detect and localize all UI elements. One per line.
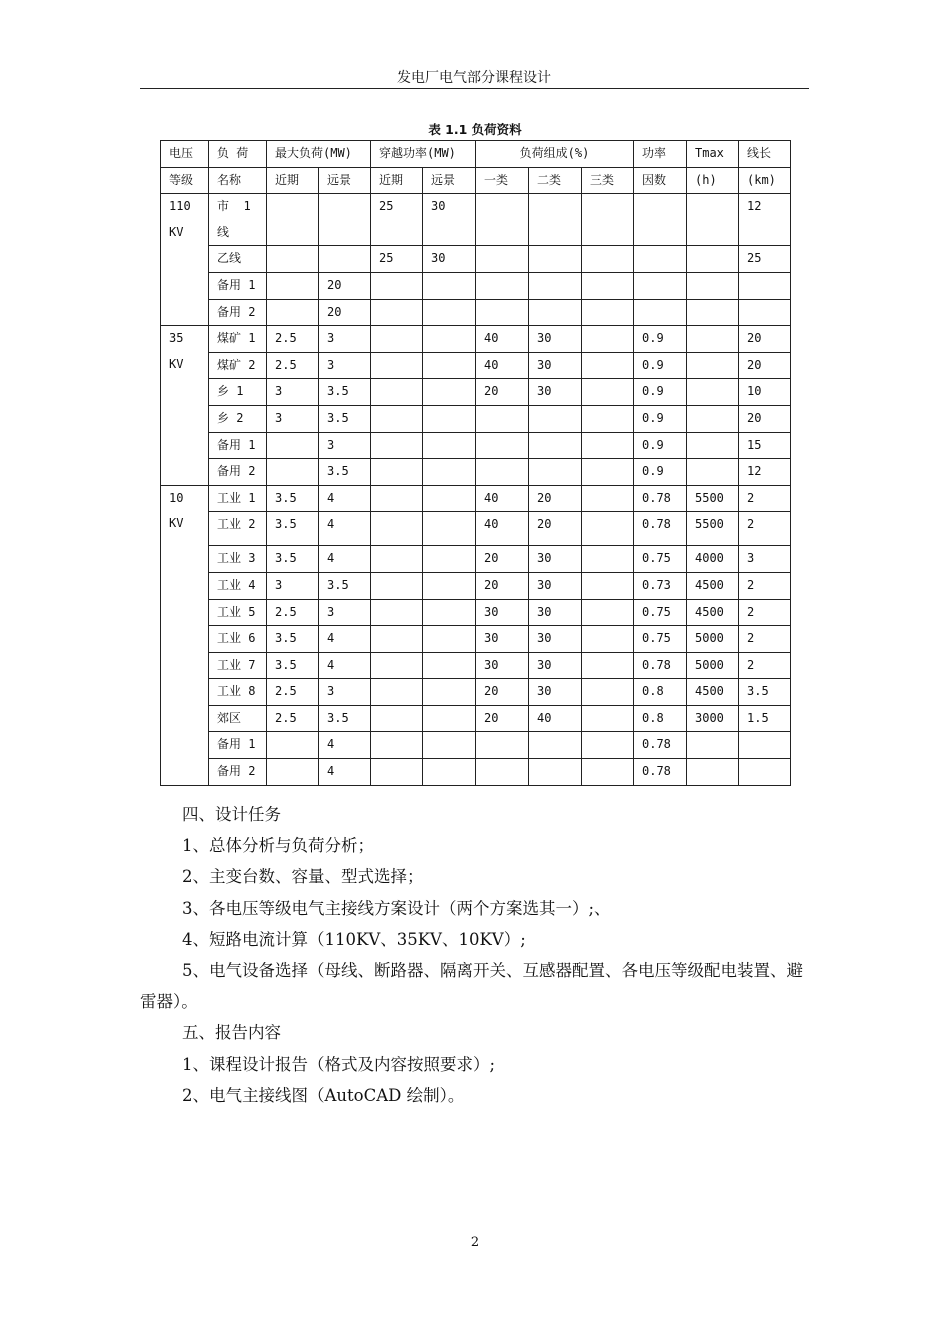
table-cell-c2: 30 [529, 572, 582, 599]
table-cell-through-far [423, 512, 476, 546]
table-cell-near [267, 194, 319, 246]
table-cell-far: 3 [319, 326, 371, 353]
table-cell-len: 20 [739, 326, 791, 353]
table-cell-through-near [371, 432, 423, 459]
table-cell-len: 15 [739, 432, 791, 459]
table-cell-tmax: 4500 [687, 572, 739, 599]
table-cell-c2 [529, 459, 582, 486]
table-row [161, 705, 791, 732]
table-cell-pf: 0.9 [634, 326, 687, 353]
table-cell-c1 [476, 405, 529, 432]
voltage-level-cell [161, 485, 209, 785]
table-cell-c1 [476, 759, 529, 786]
header-cell: 等级 [161, 167, 209, 194]
header-cell: 线长 [739, 141, 791, 168]
table-cell-len: 20 [739, 352, 791, 379]
table-cell-through-far [423, 459, 476, 486]
table-cell-len [739, 272, 791, 299]
header-rule [140, 88, 809, 89]
load-data-table [160, 140, 791, 786]
table-cell-near [267, 759, 319, 786]
table-cell-c3 [582, 679, 634, 706]
load-name-cell: 煤矿 2 [209, 352, 267, 379]
table-cell-through-far [423, 626, 476, 653]
table-cell-tmax [687, 732, 739, 759]
table-cell-through-far [423, 759, 476, 786]
table-cell-len [739, 759, 791, 786]
table-cell-c2: 30 [529, 326, 582, 353]
table-cell-tmax: 3000 [687, 705, 739, 732]
table-cell-through-far [423, 485, 476, 512]
table-cell-through-near [371, 326, 423, 353]
table-cell-c2 [529, 759, 582, 786]
table-cell-len: 2 [739, 626, 791, 653]
table-cell-near [267, 432, 319, 459]
table-cell-through-near [371, 272, 423, 299]
table-cell-through-far [423, 572, 476, 599]
table-cell-c1: 30 [476, 599, 529, 626]
header-cell: (km) [739, 167, 791, 194]
table-cell-c2 [529, 432, 582, 459]
table-cell-tmax: 5500 [687, 485, 739, 512]
table-cell-pf: 0.8 [634, 679, 687, 706]
body-paragraph: 五、报告内容 [182, 1023, 281, 1043]
table-row [161, 546, 791, 573]
table-cell-c1: 20 [476, 379, 529, 406]
table-cell-c1 [476, 459, 529, 486]
load-name-cell: 乡 2 [209, 405, 267, 432]
table-cell-c2: 30 [529, 599, 582, 626]
header-cell: 穿越功率(MW) [371, 141, 476, 168]
table-cell-near: 3.5 [267, 485, 319, 512]
table-cell-tmax [687, 459, 739, 486]
table-cell-near: 3.5 [267, 512, 319, 546]
header-cell: 电压 [161, 141, 209, 168]
header-cell: 远景 [423, 167, 476, 194]
table-cell-c1 [476, 299, 529, 326]
body-paragraph: 四、设计任务 [182, 805, 281, 824]
table-cell-c3 [582, 759, 634, 786]
table-cell-far [319, 194, 371, 246]
load-name-cell: 备用 2 [209, 299, 267, 326]
load-name-cell: 备用 2 [209, 759, 267, 786]
table-cell-c1: 40 [476, 512, 529, 546]
table-cell-pf: 0.9 [634, 405, 687, 432]
header-cell: 二类 [529, 167, 582, 194]
table-cell-through-near [371, 599, 423, 626]
table-cell-c3 [582, 546, 634, 573]
table-cell-tmax [687, 299, 739, 326]
table-cell-near [267, 732, 319, 759]
table-cell-near: 2.5 [267, 679, 319, 706]
table-cell-far: 3.5 [319, 705, 371, 732]
table-cell-near: 3.5 [267, 626, 319, 653]
table-cell-c1: 20 [476, 705, 529, 732]
table-cell-len: 25 [739, 246, 791, 273]
table-cell-near: 2.5 [267, 599, 319, 626]
load-name-cell: 备用 1 [209, 432, 267, 459]
table-row [161, 679, 791, 706]
table-cell-c2: 30 [529, 626, 582, 653]
table-cell-through-far [423, 546, 476, 573]
table-cell-near: 3 [267, 572, 319, 599]
table-cell-len: 3.5 [739, 679, 791, 706]
table-cell-tmax: 4500 [687, 679, 739, 706]
load-name-cell: 乡 1 [209, 379, 267, 406]
table-cell-c3 [582, 705, 634, 732]
table-cell-c1: 30 [476, 652, 529, 679]
load-name-cell: 备用 1 [209, 732, 267, 759]
body-paragraph: 2、主变台数、容量、型式选择； [182, 867, 424, 887]
table-cell-tmax [687, 246, 739, 273]
load-name-cell: 工业 4 [209, 572, 267, 599]
table-cell-far: 3 [319, 679, 371, 706]
body-paragraph: 3、各电压等级电气主接线方案设计（两个方案选其一）;、 [182, 898, 611, 918]
table-cell-c3 [582, 512, 634, 546]
table-cell-c3 [582, 652, 634, 679]
body-paragraph: 1、课程设计报告（格式及内容按照要求）; [182, 1054, 496, 1074]
load-name-cell: 工业 2 [209, 512, 267, 546]
table-cell-len: 2 [739, 485, 791, 512]
table-cell-c1: 20 [476, 546, 529, 573]
table-cell-c1: 40 [476, 352, 529, 379]
table-cell-through-far [423, 272, 476, 299]
table-cell-c3 [582, 194, 634, 246]
table-cell-c1: 30 [476, 626, 529, 653]
table-cell-far: 4 [319, 546, 371, 573]
table-cell-tmax: 4500 [687, 599, 739, 626]
table-cell-far: 3 [319, 432, 371, 459]
table-cell-c1: 20 [476, 679, 529, 706]
header-cell: 名称 [209, 167, 267, 194]
table-row [161, 759, 791, 786]
table-cell-through-far [423, 679, 476, 706]
table-cell-len: 12 [739, 194, 791, 246]
table-cell-tmax [687, 432, 739, 459]
table-cell-c2 [529, 405, 582, 432]
table-cell-pf: 0.78 [634, 732, 687, 759]
table-cell-c2: 20 [529, 512, 582, 546]
table-cell-c1: 20 [476, 572, 529, 599]
header-cell: 近期 [267, 167, 319, 194]
table-cell-through-far [423, 432, 476, 459]
table-cell-far: 4 [319, 732, 371, 759]
body-paragraph: 1、总体分析与负荷分析； [182, 836, 374, 856]
table-cell-c2 [529, 272, 582, 299]
table-cell-c2: 30 [529, 652, 582, 679]
table-cell-pf: 0.78 [634, 512, 687, 546]
body-paragraph: 2、电气主接线图（AutoCAD 绘制）。 [182, 1085, 465, 1105]
table-cell-near [267, 299, 319, 326]
load-name-cell: 郊区 [209, 705, 267, 732]
table-cell-near: 2.5 [267, 352, 319, 379]
load-name-cell: 工业 8 [209, 679, 267, 706]
voltage-level-label: KV [169, 356, 184, 371]
table-row [161, 512, 791, 546]
table-cell-c3 [582, 432, 634, 459]
table-cell-through-near [371, 352, 423, 379]
table-cell-c3 [582, 379, 634, 406]
table-cell-c2 [529, 732, 582, 759]
voltage-level-label: 110 [169, 199, 191, 214]
table-cell-through-far [423, 652, 476, 679]
table-cell-through-far [423, 732, 476, 759]
table-cell-far: 4 [319, 759, 371, 786]
table-cell-near [267, 246, 319, 273]
body-paragraph: 5、电气设备选择（母线、断路器、隔离开关、互感器配置、各电压等级配电装置、避雷器）。 [140, 961, 803, 1012]
table-cell-through-near [371, 626, 423, 653]
load-name-cell: 工业 5 [209, 599, 267, 626]
voltage-level-label: KV [169, 224, 184, 239]
table-cell-through-near: 25 [371, 246, 423, 273]
table-cell-len: 2 [739, 572, 791, 599]
table-row [161, 459, 791, 486]
table-cell-pf: 0.78 [634, 759, 687, 786]
table-row [161, 379, 791, 406]
table-cell-tmax: 5000 [687, 652, 739, 679]
table-row [161, 299, 791, 326]
table-cell-far: 3.5 [319, 379, 371, 406]
table-cell-through-far [423, 705, 476, 732]
table-row [161, 572, 791, 599]
table-cell-near: 3.5 [267, 652, 319, 679]
table-cell-pf: 0.75 [634, 626, 687, 653]
table-cell-pf: 0.9 [634, 379, 687, 406]
table-cell-c3 [582, 459, 634, 486]
voltage-level-label: 35 [169, 331, 184, 346]
table-row [161, 272, 791, 299]
load-name-cell: 备用 2 [209, 459, 267, 486]
table-cell-c3 [582, 299, 634, 326]
table-row [161, 626, 791, 653]
table-cell-through-near [371, 705, 423, 732]
header-cell: 因数 [634, 167, 687, 194]
table-cell-through-far [423, 299, 476, 326]
table-cell-c1: 40 [476, 326, 529, 353]
table-cell-tmax [687, 194, 739, 246]
table-cell-tmax: 5000 [687, 626, 739, 653]
table-cell-through-far: 30 [423, 194, 476, 246]
table-cell-far: 3 [319, 352, 371, 379]
table-cell-through-far [423, 405, 476, 432]
table-cell-pf: 0.9 [634, 432, 687, 459]
table-cell-c2: 30 [529, 546, 582, 573]
table-cell-through-far: 30 [423, 246, 476, 273]
table-cell-c2: 30 [529, 352, 582, 379]
table-cell-far: 4 [319, 626, 371, 653]
table-cell-through-near [371, 572, 423, 599]
load-name-cell: 市 1 线 [209, 194, 267, 246]
table-cell-tmax [687, 352, 739, 379]
table-cell-pf [634, 194, 687, 246]
table-cell-len: 2 [739, 599, 791, 626]
table-cell-len: 20 [739, 405, 791, 432]
table-cell-far: 4 [319, 485, 371, 512]
table-cell-near: 2.5 [267, 705, 319, 732]
table-cell-c3 [582, 405, 634, 432]
table-cell-through-near [371, 512, 423, 546]
table-cell-far: 4 [319, 652, 371, 679]
table-cell-c2: 20 [529, 485, 582, 512]
header-cell: 三类 [582, 167, 634, 194]
table-cell-far: 20 [319, 272, 371, 299]
table-cell-through-near [371, 485, 423, 512]
table-row [161, 194, 791, 246]
table-cell-pf: 0.75 [634, 599, 687, 626]
table-cell-near [267, 272, 319, 299]
header-cell: 负荷组成(%) [476, 141, 634, 168]
table-cell-through-near [371, 405, 423, 432]
table-cell-c3 [582, 246, 634, 273]
table-cell-c1 [476, 272, 529, 299]
table-cell-far: 20 [319, 299, 371, 326]
table-cell-pf: 0.9 [634, 352, 687, 379]
header-cell: 近期 [371, 167, 423, 194]
table-cell-through-near [371, 759, 423, 786]
body-paragraph: 4、短路电流计算（110KV、35KV、10KV）; [182, 929, 526, 949]
header-cell: 一类 [476, 167, 529, 194]
table-row [161, 732, 791, 759]
table-cell-pf: 0.9 [634, 459, 687, 486]
header-cell: Tmax [687, 141, 739, 168]
load-name-cell: 煤矿 1 [209, 326, 267, 353]
table-cell-tmax [687, 405, 739, 432]
table-cell-near: 3 [267, 405, 319, 432]
table-cell-c3 [582, 626, 634, 653]
table-cell-tmax [687, 759, 739, 786]
table-cell-c2 [529, 194, 582, 246]
table-cell-c2: 30 [529, 679, 582, 706]
table-cell-through-near [371, 732, 423, 759]
table-header-row-1 [161, 141, 791, 168]
voltage-level-label: KV [169, 516, 184, 531]
table-cell-c1: 40 [476, 485, 529, 512]
table-cell-pf [634, 299, 687, 326]
table-header-row-2 [161, 167, 791, 194]
table-cell-c3 [582, 599, 634, 626]
table-cell-through-near [371, 546, 423, 573]
load-name-cell: 备用 1 [209, 272, 267, 299]
voltage-level-label: 10 [169, 490, 184, 505]
table-cell-tmax [687, 272, 739, 299]
table-cell-c3 [582, 326, 634, 353]
table-cell-through-near: 25 [371, 194, 423, 246]
table-caption: 表 1.1 负荷资料 [428, 122, 522, 137]
table-cell-far [319, 246, 371, 273]
table-cell-tmax: 4000 [687, 546, 739, 573]
table-cell-near [267, 459, 319, 486]
running-header-title: 发电厂电气部分课程设计 [397, 70, 551, 86]
voltage-level-cell [161, 326, 209, 486]
table-cell-through-near [371, 459, 423, 486]
table-cell-c2 [529, 246, 582, 273]
table-cell-through-far [423, 379, 476, 406]
table-cell-tmax [687, 379, 739, 406]
table-cell-tmax [687, 326, 739, 353]
table-cell-through-far [423, 599, 476, 626]
table-cell-len: 2 [739, 512, 791, 546]
table-cell-near: 3 [267, 379, 319, 406]
table-cell-pf: 0.8 [634, 705, 687, 732]
table-cell-c3 [582, 352, 634, 379]
table-cell-len [739, 299, 791, 326]
table-cell-len: 1.5 [739, 705, 791, 732]
table-row [161, 599, 791, 626]
table-cell-c2: 40 [529, 705, 582, 732]
header-cell: 负 荷 [209, 141, 267, 168]
table-row [161, 326, 791, 353]
header-cell: 功率 [634, 141, 687, 168]
table-cell-pf: 0.73 [634, 572, 687, 599]
load-name-cell: 工业 7 [209, 652, 267, 679]
table-row [161, 485, 791, 512]
table-cell-tmax: 5500 [687, 512, 739, 546]
table-cell-near: 3.5 [267, 546, 319, 573]
header-cell: (h) [687, 167, 739, 194]
table-cell-near: 2.5 [267, 326, 319, 353]
table-cell-through-near [371, 652, 423, 679]
table-row [161, 352, 791, 379]
table-cell-far: 3.5 [319, 572, 371, 599]
table-cell-c2 [529, 299, 582, 326]
table-cell-pf [634, 272, 687, 299]
table-cell-far: 3 [319, 599, 371, 626]
table-cell-far: 3.5 [319, 459, 371, 486]
load-name-cell: 工业 3 [209, 546, 267, 573]
table-cell-len: 2 [739, 652, 791, 679]
table-cell-c1 [476, 194, 529, 246]
table-cell-pf: 0.78 [634, 652, 687, 679]
table-cell-len: 10 [739, 379, 791, 406]
table-cell-len: 12 [739, 459, 791, 486]
load-name-cell: 乙线 [209, 246, 267, 273]
table-cell-through-near [371, 299, 423, 326]
table-cell-far: 4 [319, 512, 371, 546]
table-cell-c1 [476, 246, 529, 273]
table-cell-c3 [582, 272, 634, 299]
load-name-cell: 工业 1 [209, 485, 267, 512]
table-row [161, 432, 791, 459]
table-row [161, 652, 791, 679]
design-task-text [140, 799, 810, 1111]
table-cell-c1 [476, 432, 529, 459]
table-cell-c2: 30 [529, 379, 582, 406]
table-cell-c3 [582, 485, 634, 512]
table-cell-through-far [423, 326, 476, 353]
page-number: 2 [470, 1235, 480, 1250]
voltage-level-cell [161, 194, 209, 326]
table-row [161, 405, 791, 432]
table-cell-far: 3.5 [319, 405, 371, 432]
load-name-cell: 工业 6 [209, 626, 267, 653]
header-cell: 最大负荷(MW) [267, 141, 371, 168]
table-cell-c1 [476, 732, 529, 759]
table-cell-pf [634, 246, 687, 273]
table-cell-through-near [371, 379, 423, 406]
table-row [161, 246, 791, 273]
table-cell-c3 [582, 732, 634, 759]
table-cell-len: 3 [739, 546, 791, 573]
table-cell-through-far [423, 352, 476, 379]
header-cell: 远景 [319, 167, 371, 194]
table-cell-through-near [371, 679, 423, 706]
table-cell-pf: 0.78 [634, 485, 687, 512]
table-cell-pf: 0.75 [634, 546, 687, 573]
table-cell-len [739, 732, 791, 759]
table-cell-c3 [582, 572, 634, 599]
